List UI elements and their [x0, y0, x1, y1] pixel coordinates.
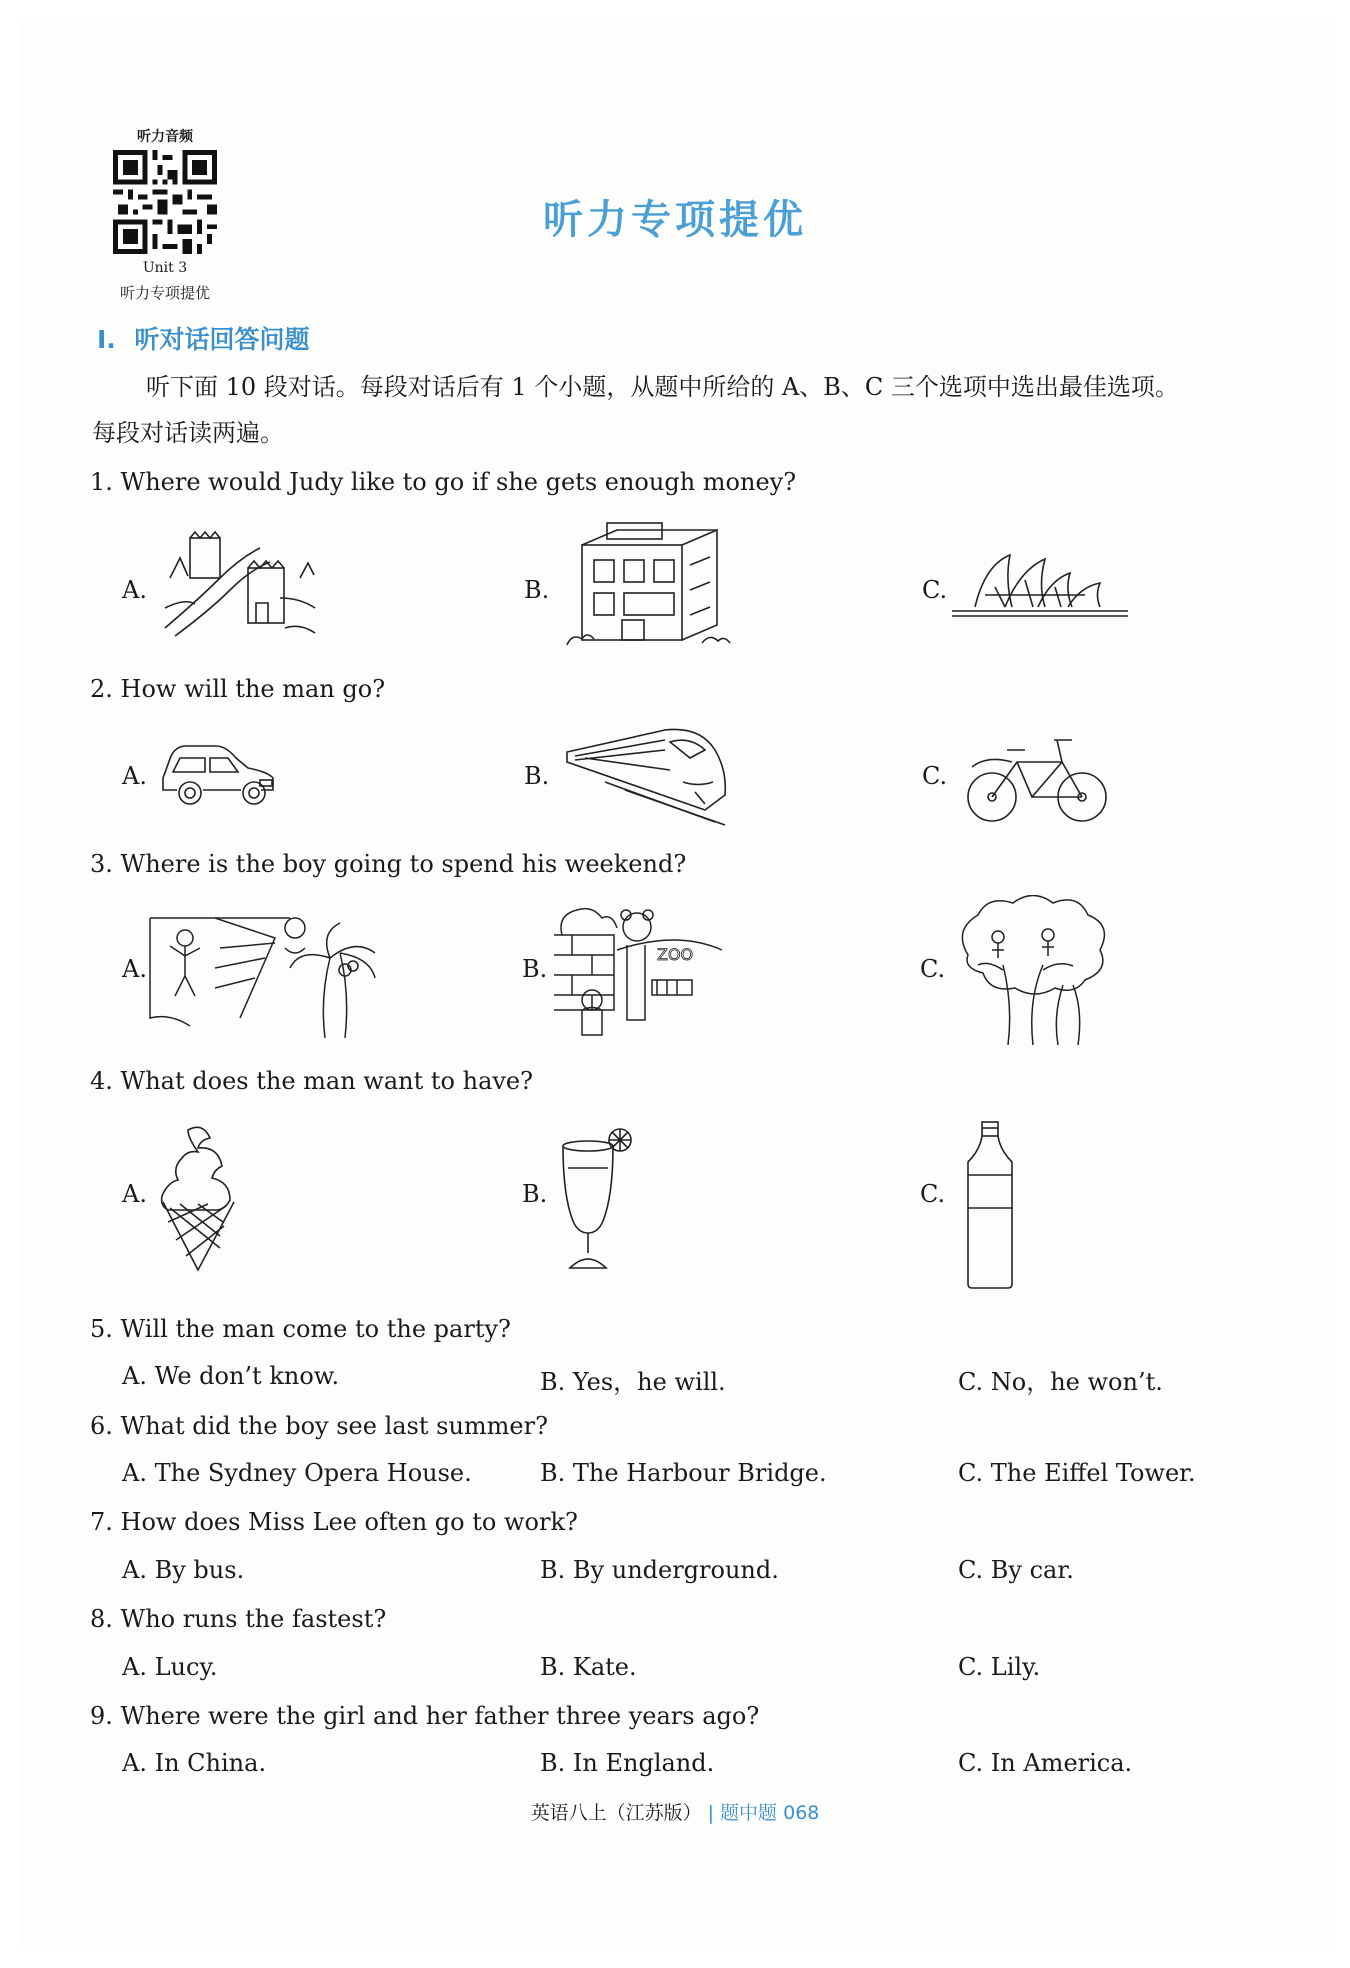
- instructions-line2: 每段对话读两遍。: [92, 419, 284, 447]
- section-title: 听对话回答问题: [134, 325, 310, 354]
- option-c[interactable]: [958, 1653, 1040, 1681]
- option-b[interactable]: [540, 1362, 726, 1397]
- option-letter: B.: [540, 1653, 566, 1681]
- section-heading: [97, 320, 310, 356]
- option-text: By car.: [990, 1556, 1074, 1584]
- option-b[interactable]: [540, 1556, 779, 1584]
- option-text: In England.: [572, 1749, 715, 1777]
- section-number: Ⅰ.: [97, 325, 116, 354]
- question-text: How will the man go?: [120, 675, 386, 703]
- option-c[interactable]: [958, 1362, 1163, 1397]
- question-text: Will the man come to the party?: [120, 1315, 511, 1343]
- option-letter[interactable]: B.: [522, 955, 548, 983]
- option-c[interactable]: [958, 1556, 1074, 1584]
- question-5: [90, 1315, 511, 1343]
- building-icon[interactable]: [562, 515, 732, 655]
- question-text: Where would Judy like to go if she gets enough money?: [120, 468, 797, 496]
- option-letter: C.: [958, 1556, 984, 1584]
- question-text: Where is the boy going to spend his weekend?: [120, 850, 687, 878]
- question-number: 7.: [90, 1508, 113, 1536]
- bicycle-icon[interactable]: [962, 732, 1112, 827]
- option-text: Lily.: [990, 1653, 1041, 1681]
- option-text: The Harbour Bridge.: [572, 1459, 827, 1487]
- option-a[interactable]: [122, 1556, 244, 1584]
- option-letter: C.: [958, 1368, 984, 1396]
- question-number: 1.: [90, 468, 113, 496]
- option-a[interactable]: [122, 1459, 472, 1487]
- option-letter[interactable]: A.: [122, 1180, 147, 1208]
- tree-icon[interactable]: [948, 895, 1118, 1045]
- option-letter: A.: [122, 1556, 147, 1584]
- footer-book: 英语八上（江苏版）: [530, 1802, 702, 1824]
- option-letter[interactable]: B.: [522, 1180, 548, 1208]
- option-letter: A.: [122, 1459, 147, 1487]
- option-letter[interactable]: C.: [922, 762, 948, 790]
- option-letter[interactable]: A.: [122, 955, 147, 983]
- train-icon[interactable]: [565, 722, 735, 827]
- option-letter[interactable]: C.: [920, 1180, 946, 1208]
- question-text: Where were the girl and her father three years ago?: [120, 1702, 760, 1730]
- option-b[interactable]: [540, 1653, 637, 1681]
- svg-text:ZOO: ZOO: [657, 945, 694, 964]
- question-9: [90, 1702, 759, 1730]
- zoo-icon[interactable]: [552, 905, 727, 1040]
- option-letter: B.: [540, 1556, 566, 1584]
- question-text: What does the man want to have?: [120, 1067, 533, 1095]
- option-text: In America.: [990, 1749, 1133, 1777]
- option-b[interactable]: [540, 1749, 714, 1777]
- option-c[interactable]: [958, 1459, 1196, 1487]
- option-c[interactable]: [958, 1749, 1132, 1777]
- question-number: 5.: [90, 1315, 113, 1343]
- option-a[interactable]: [122, 1749, 266, 1777]
- question-number: 2.: [90, 675, 113, 703]
- option-letter: C.: [958, 1653, 984, 1681]
- question-6: [90, 1412, 548, 1440]
- option-a[interactable]: [122, 1653, 217, 1681]
- qr-caption-top: 听力音频: [137, 129, 193, 145]
- page-footer: [0, 1798, 1350, 1825]
- page-number: 068: [783, 1802, 820, 1824]
- option-text: The Eiffel Tower.: [990, 1459, 1196, 1487]
- juice-icon[interactable]: [560, 1128, 640, 1278]
- opera-house-icon[interactable]: [950, 545, 1130, 620]
- question-number: 8.: [90, 1605, 113, 1633]
- option-text: Lucy.: [154, 1653, 218, 1681]
- question-4: [90, 1067, 533, 1095]
- option-text: Yes，he will.: [572, 1368, 726, 1396]
- option-letter[interactable]: C.: [922, 576, 948, 604]
- option-text: We don’t know.: [154, 1362, 340, 1390]
- option-text: The Sydney Opera House.: [154, 1459, 472, 1487]
- question-1: [90, 468, 796, 496]
- option-letter: A.: [122, 1362, 147, 1390]
- option-letter: A.: [122, 1653, 147, 1681]
- option-text: By bus.: [154, 1556, 245, 1584]
- option-letter[interactable]: B.: [524, 576, 550, 604]
- page-title: 听力专项提优: [543, 197, 807, 243]
- footer-label: 题中题: [720, 1802, 778, 1824]
- option-letter: B.: [540, 1749, 566, 1777]
- option-letter: B.: [540, 1459, 566, 1487]
- car-icon[interactable]: [158, 738, 278, 808]
- question-text: What did the boy see last summer?: [120, 1412, 548, 1440]
- qr-caption-bottom: 听力专项提优: [119, 284, 210, 302]
- question-number: 3.: [90, 850, 113, 878]
- ice-cream-icon[interactable]: [158, 1122, 240, 1274]
- qr-caption-unit: Unit 3: [142, 260, 188, 276]
- question-2: [90, 675, 385, 703]
- option-letter[interactable]: A.: [122, 762, 147, 790]
- option-b[interactable]: [540, 1459, 827, 1487]
- footer-separator: |: [707, 1802, 715, 1824]
- option-text: In China.: [154, 1749, 267, 1777]
- question-text: How does Miss Lee often go to work?: [120, 1508, 578, 1536]
- instructions-line1: 听下面 10 段对话。每段对话后有 1 个小题，从题中所给的 A、B、C 三个选项中选出最佳选项。: [146, 373, 1179, 401]
- beach-icon[interactable]: [145, 908, 385, 1048]
- option-a[interactable]: [122, 1362, 339, 1390]
- option-text: No，he won’t.: [990, 1368, 1163, 1396]
- great-wall-icon[interactable]: [160, 518, 320, 643]
- option-letter: A.: [122, 1749, 147, 1777]
- option-text: Kate.: [572, 1653, 637, 1681]
- option-letter: C.: [958, 1459, 984, 1487]
- question-7: [90, 1508, 578, 1536]
- option-letter[interactable]: A.: [122, 576, 147, 604]
- question-number: 4.: [90, 1067, 113, 1095]
- question-3: [90, 850, 686, 878]
- question-8: [90, 1605, 386, 1633]
- option-letter: B.: [540, 1368, 566, 1396]
- option-letter: C.: [958, 1749, 984, 1777]
- option-text: By underground.: [572, 1556, 779, 1584]
- option-letter[interactable]: B.: [524, 762, 550, 790]
- question-number: 6.: [90, 1412, 113, 1440]
- question-text: Who runs the fastest?: [120, 1605, 387, 1633]
- question-number: 9.: [90, 1702, 113, 1730]
- option-letter[interactable]: C.: [920, 955, 946, 983]
- water-bottle-icon[interactable]: [965, 1120, 1015, 1290]
